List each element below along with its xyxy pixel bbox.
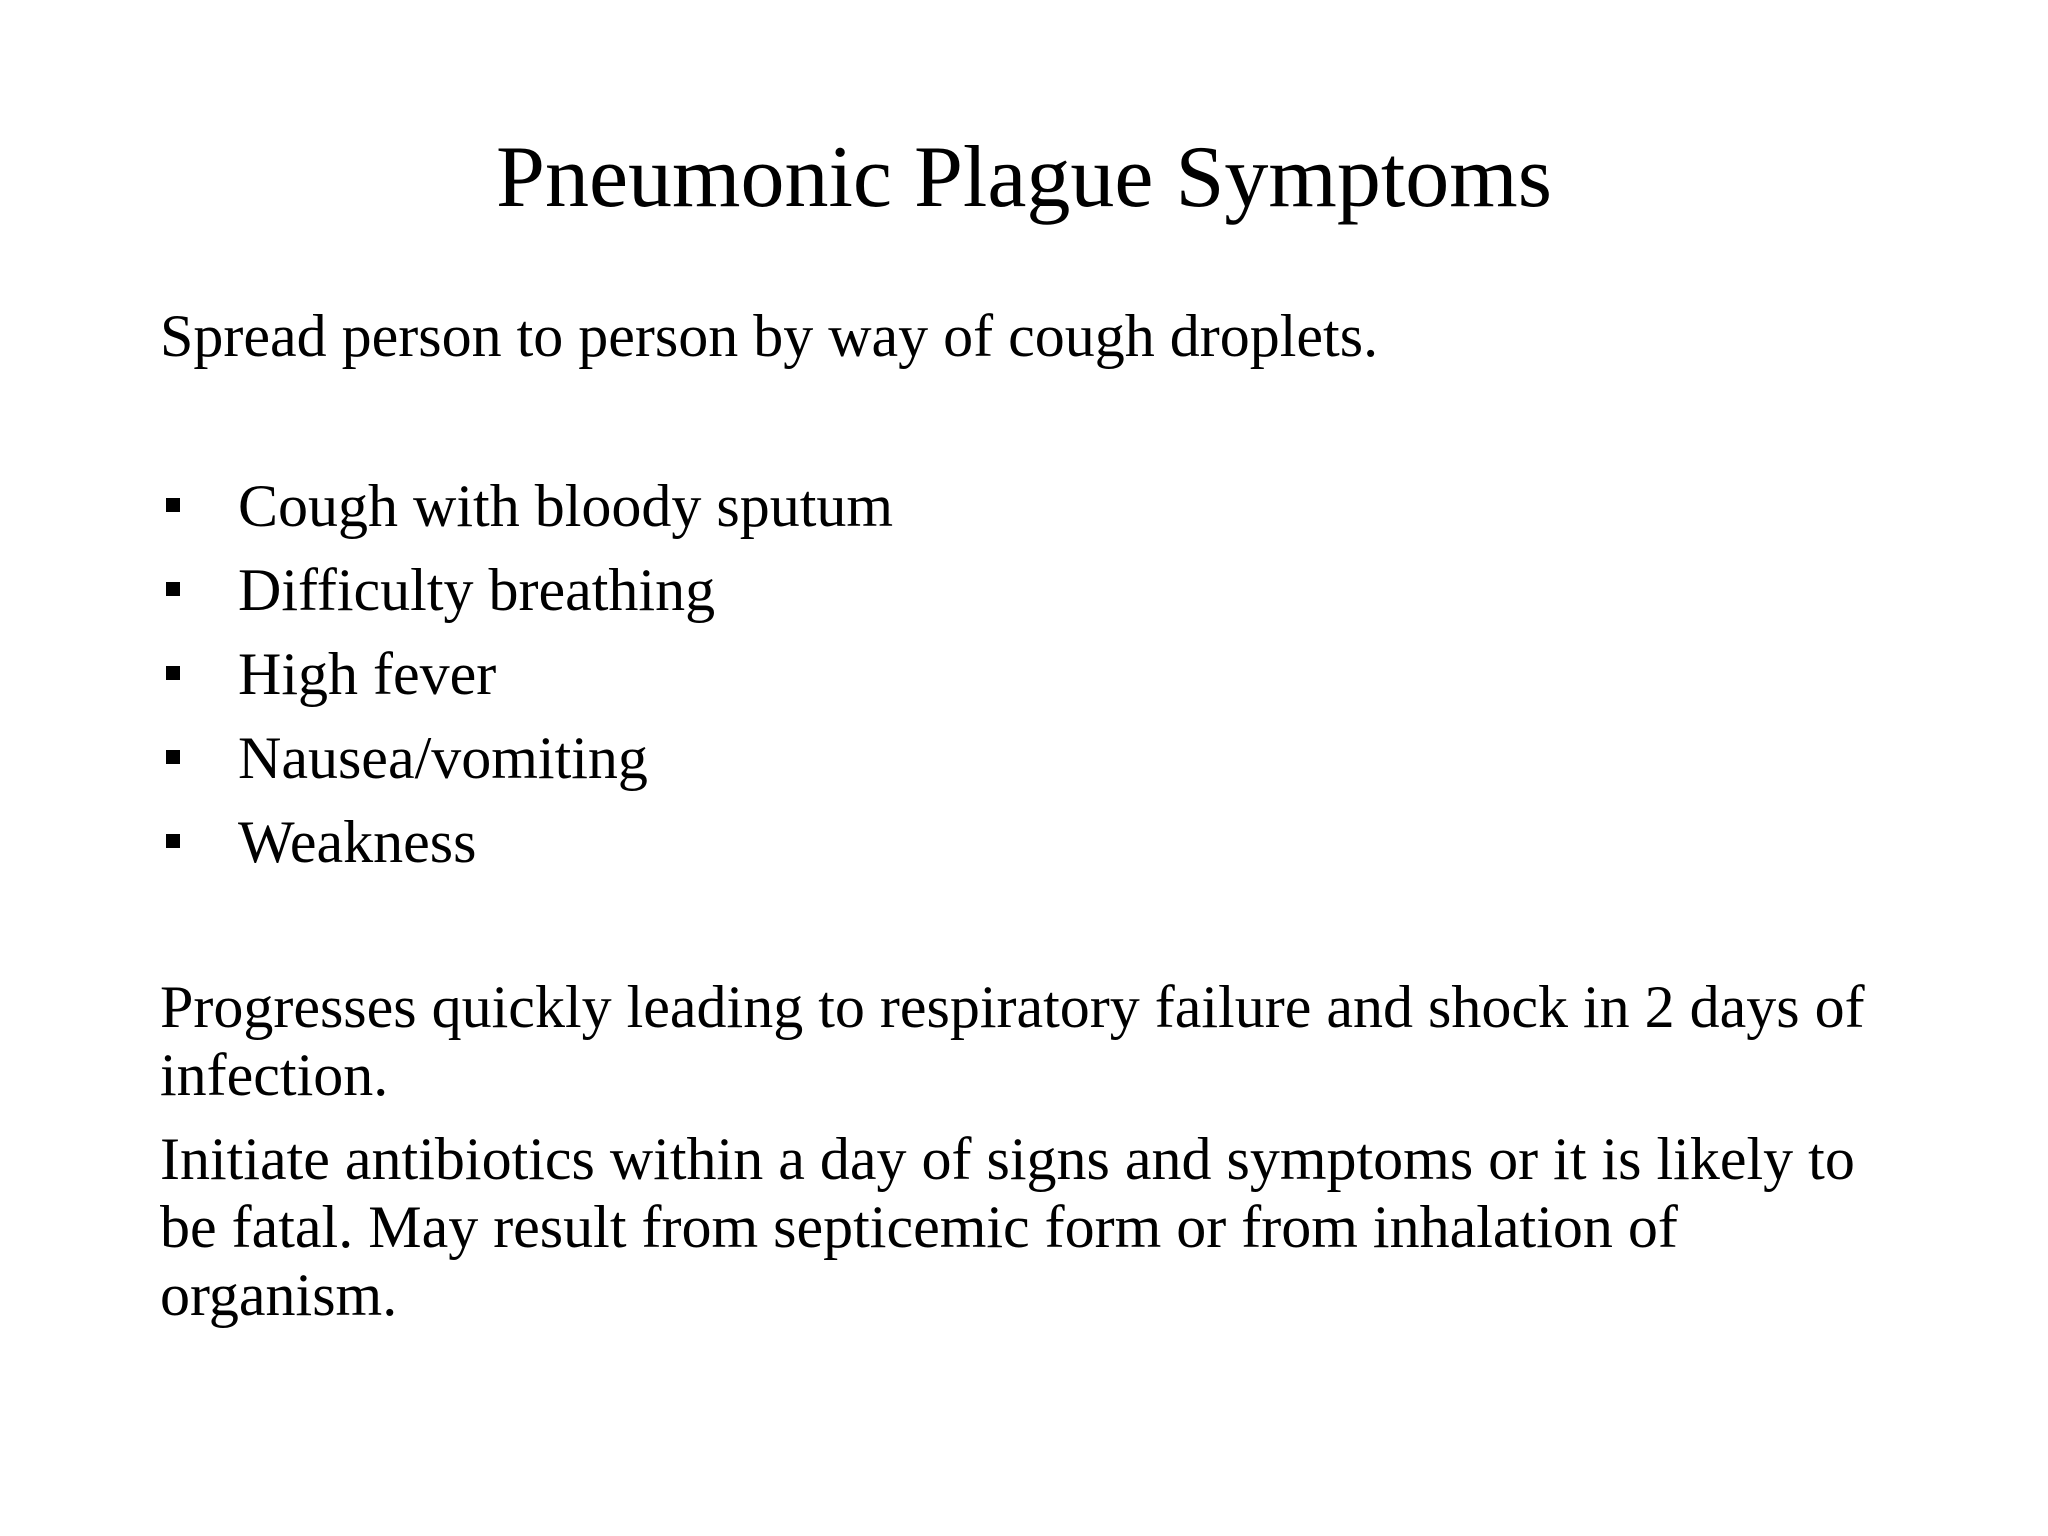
list-item xyxy=(160,638,1920,722)
list-item xyxy=(160,722,1920,806)
symptom-list xyxy=(160,470,1920,890)
list-item-text: High fever xyxy=(238,641,497,707)
list-item xyxy=(160,806,1920,890)
list-item-text: Cough with bloody sputum xyxy=(238,473,894,539)
square-bullet-icon xyxy=(166,582,180,596)
square-bullet-icon xyxy=(166,666,180,680)
list-item xyxy=(160,470,1920,554)
square-bullet-icon xyxy=(166,498,180,512)
list-item-text: Difficulty breathing xyxy=(238,557,716,623)
treatment-paragraph: Initiate antibiotics within a day of signs and symptoms or it is likely to be fatal. May result from septicemic form or from inhalation of organism. xyxy=(160,1126,1855,1328)
square-bullet-icon xyxy=(166,834,180,848)
slide-title: Pneumonic Plague Symptoms xyxy=(496,129,1552,226)
list-item-text: Nausea/vomiting xyxy=(238,725,648,791)
square-bullet-icon xyxy=(166,750,180,764)
list-item xyxy=(160,554,1920,638)
list-item-text: Weakness xyxy=(238,809,477,875)
progression-paragraph: Progresses quickly leading to respiratory failure and shock in 2 days of infection. xyxy=(160,974,1865,1108)
intro-text: Spread person to person by way of cough droplets. xyxy=(160,303,1379,369)
